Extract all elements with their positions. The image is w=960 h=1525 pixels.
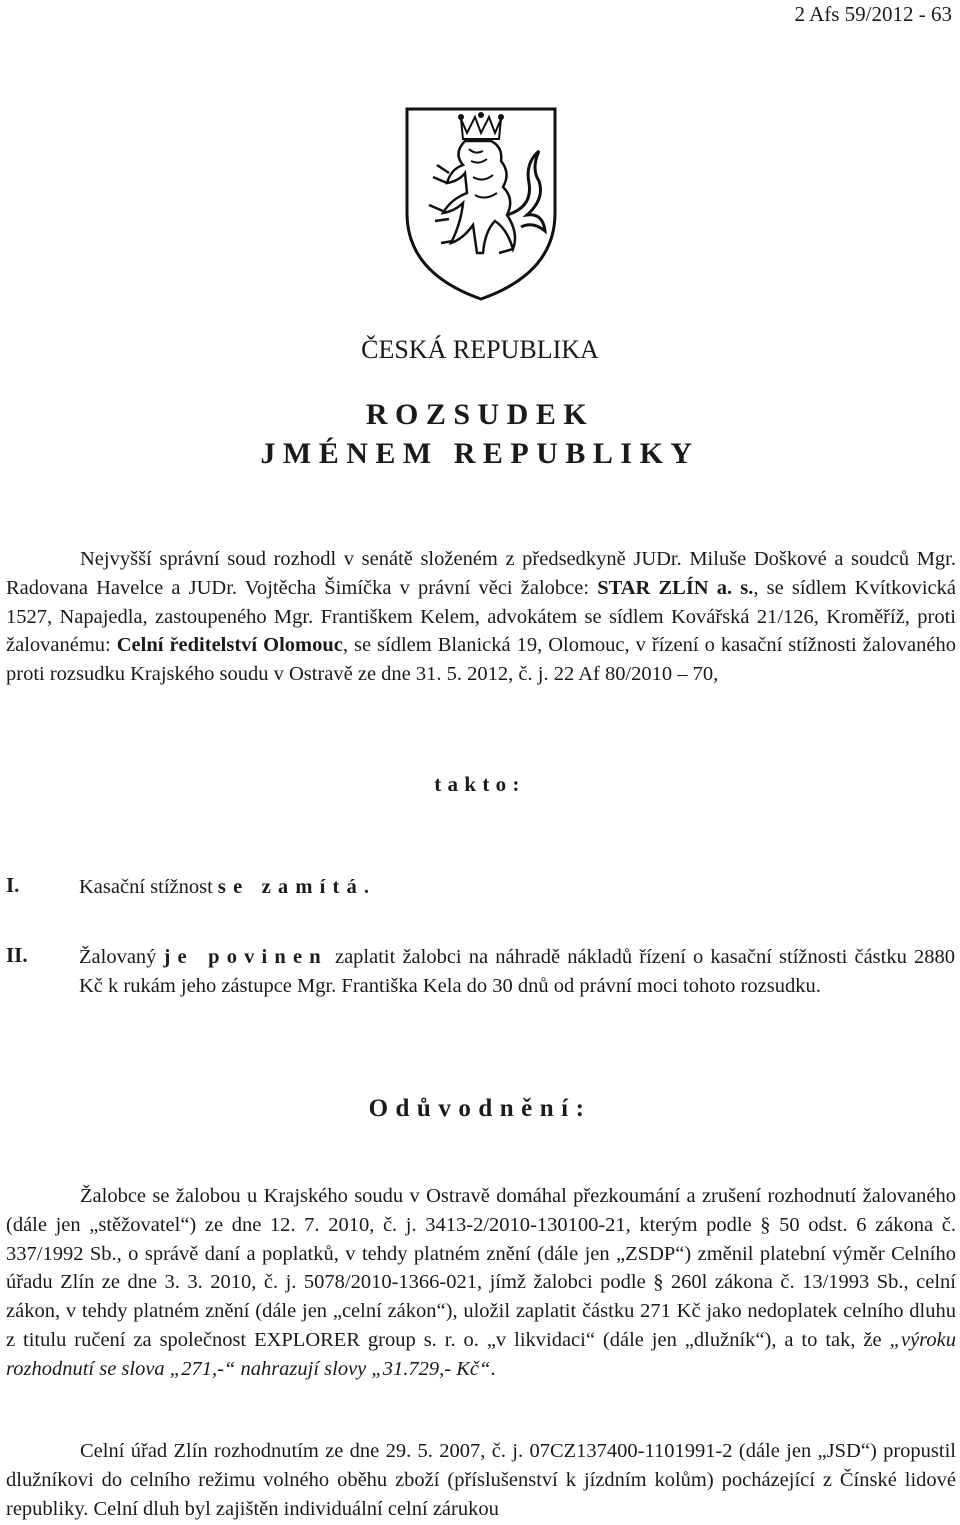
judgment-title: ROZSUDEK: [365, 398, 595, 431]
country-title: ČESKÁ REPUBLIKA: [361, 335, 599, 364]
verdict-item-1: [79, 873, 955, 902]
verdict-item-2-text: Žalovaný: [79, 946, 164, 968]
reasoning-paragraph-2: Celní úřad Zlín rozhodnutím ze dne 29. 5. 2007, č. j. 07CZ137400-1101991-2 (dále jen „JSD“) propustil dlužníkovi do celního režimu volného oběhu zboží (příslušenství k jízdním kolům) pocházející z Čínské lidové republiky. Celní dluh byl zajištěn individuální celní zárukou: [6, 1440, 956, 1520]
reasoning-p1-quote: „výroku rozhodnutí se slova „271,-“ nahrazují slovy „31.729,- Kč“: [6, 1328, 956, 1380]
state-coat-of-arms-icon: [403, 103, 559, 303]
verdict-item-2-rest: zaplatit žalobci na náhradě nákladů řízení o kasační stížnosti částku 2880 Kč k rukám jeho zástupce Mgr. Františka Kela do 30 dnů od právní moci tohoto rozsudku.: [79, 946, 955, 997]
intro-paragraph: [6, 545, 956, 689]
intro-text-2: , se sídlem Kvítkovická 1527, Napajedla, zastoupeného Mgr. Františkem Kelem, advokátem se sídlem Kovářská 21/126, Kroměříž, proti žalovanému:: [6, 576, 956, 657]
verdict-item-1-text: Kasační stížnost: [79, 876, 218, 898]
verdict-item-1-number: I.: [6, 873, 20, 897]
verdict-item-1-emphasis: se zamítá.: [217, 876, 377, 898]
verdict-item-2-emphasis: je povinen: [163, 946, 328, 968]
reasoning-paragraph-1: [6, 1182, 956, 1384]
verdict-heading: takto:: [434, 772, 526, 796]
case-reference: 2 Afs 59/2012 - 63: [794, 2, 952, 26]
intro-text-1: Nejvyšší správní soud rozhodl v senátě složeném z předsedkyně JUDr. Miluše Doškové a soudců Mgr. Radovana Havelce a JUDr. Vojtěcha Šimíčka v právní věci žalobce:: [6, 548, 956, 599]
intro-text-3: , se sídlem Blanická 19, Olomouc, v řízení o kasační stížnosti žalovaného proti rozsudku Krajského soudu v Ostravě ze dne 31. 5. 2012, č. j. 22 Af 80/2010 – 70,: [6, 634, 956, 686]
defendant-name: Celní ředitelství Olomouc: [116, 634, 343, 657]
verdict-item-2: [79, 943, 955, 1001]
verdict-item-2-number: II.: [6, 943, 28, 967]
reasoning-heading: Odůvodnění:: [368, 1095, 592, 1122]
reasoning-p1-text: Žalobce se žalobou u Krajského soudu v Ostravě domáhal přezkoumání a zrušení rozhodnutí žalovaného (dále jen „stěžovatel“) ze dne 12. 7. 2010, č. j. 3413-2/2010-130100-21, kterým podle § 50 odst. 6 zákona č. 337/1992 Sb., o správě daní a poplatků, v tehdy platném znění (dále jen „ZSDP“) změnil platební výměr Celního úřadu Zlín ze dne 3. 3. 2010, č. j. 5078/2010-1366-021, jímž žalobci podle § 260l zákona č. 13/1993 Sb., celní zákon, v tehdy platném znění (dále jen „celní zákon“), uložil zaplatit částku 271 Kč jako nedoplatek celního dluhu z titulu ručení za společnost EXPLORER group s. r. o. „v likvidaci“ (dále jen „dlužník“), a to tak, že: [6, 1185, 956, 1351]
judgment-subtitle: JMÉNEM REPUBLIKY: [260, 437, 700, 470]
reasoning-p1-end: .: [490, 1357, 496, 1380]
plaintiff-name: STAR ZLÍN a. s.: [597, 576, 754, 599]
